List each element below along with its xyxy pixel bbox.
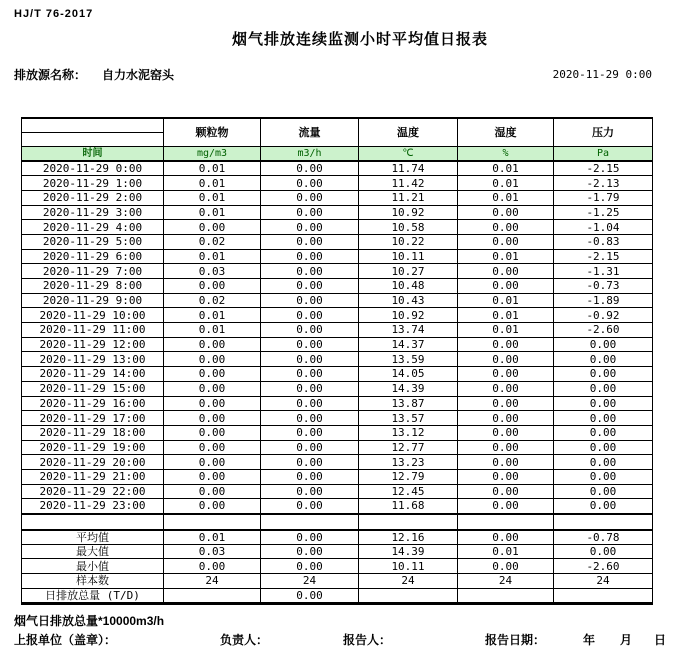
row-value: -1.25 bbox=[554, 205, 653, 220]
column-header-particulate: 颗粒物 bbox=[164, 118, 261, 146]
row-time: 2020-11-29 0:00 bbox=[22, 161, 164, 176]
unit-temperature: ℃ bbox=[359, 146, 458, 161]
manager-label: 负责人： bbox=[220, 633, 269, 647]
row-value: 0.01 bbox=[458, 323, 554, 338]
time-header: 时间 bbox=[22, 146, 164, 161]
table-row bbox=[22, 367, 653, 382]
row-value: 0.00 bbox=[458, 455, 554, 470]
summary-value: 0.00 bbox=[261, 559, 359, 574]
row-value: 0.00 bbox=[554, 352, 653, 367]
row-value: -2.60 bbox=[554, 323, 653, 338]
row-value: 0.00 bbox=[458, 425, 554, 440]
row-value: 10.27 bbox=[359, 264, 458, 279]
table-row bbox=[22, 469, 653, 484]
row-value: 0.01 bbox=[164, 190, 261, 205]
reporter-label: 报告人： bbox=[343, 633, 392, 647]
row-value: 13.23 bbox=[359, 455, 458, 470]
table-row bbox=[22, 176, 653, 191]
table-row bbox=[22, 484, 653, 499]
row-value: 0.02 bbox=[164, 293, 261, 308]
row-time: 2020-11-29 20:00 bbox=[22, 455, 164, 470]
unit-humidity: % bbox=[458, 146, 554, 161]
row-value: 0.00 bbox=[554, 337, 653, 352]
row-time: 2020-11-29 11:00 bbox=[22, 323, 164, 338]
summary-value: 0.00 bbox=[261, 530, 359, 545]
hourly-data-rows bbox=[22, 161, 653, 514]
row-value: 10.48 bbox=[359, 279, 458, 294]
row-time: 2020-11-29 22:00 bbox=[22, 484, 164, 499]
row-value: 13.57 bbox=[359, 411, 458, 426]
column-header-pressure: 压力 bbox=[554, 118, 653, 146]
report-date-label: 报告日期： bbox=[485, 633, 546, 647]
row-time: 2020-11-29 10:00 bbox=[22, 308, 164, 323]
row-time: 2020-11-29 2:00 bbox=[22, 190, 164, 205]
summary-value bbox=[458, 588, 554, 603]
row-value: 0.00 bbox=[261, 264, 359, 279]
summary-label: 最大值 bbox=[22, 544, 164, 559]
row-value: 12.77 bbox=[359, 440, 458, 455]
standard-number: HJ/T 76-2017 bbox=[14, 8, 94, 20]
row-value: 11.68 bbox=[359, 499, 458, 514]
row-value: 0.00 bbox=[261, 190, 359, 205]
row-value: 12.45 bbox=[359, 484, 458, 499]
month-label: 月 bbox=[620, 633, 633, 647]
row-value: 0.00 bbox=[164, 455, 261, 470]
row-value: 0.00 bbox=[261, 425, 359, 440]
unit-flow: m3/h bbox=[261, 146, 359, 161]
row-value: 0.01 bbox=[458, 161, 554, 176]
row-value: 0.00 bbox=[261, 234, 359, 249]
table-row bbox=[22, 161, 653, 176]
table-row bbox=[22, 440, 653, 455]
row-value: 0.03 bbox=[164, 264, 261, 279]
summary-value: 24 bbox=[359, 574, 458, 589]
row-time: 2020-11-29 1:00 bbox=[22, 176, 164, 191]
row-time: 2020-11-29 15:00 bbox=[22, 381, 164, 396]
row-value: 0.00 bbox=[261, 367, 359, 382]
emission-source-name: 自力水泥窑头 bbox=[102, 68, 175, 82]
row-value: 0.00 bbox=[164, 396, 261, 411]
empty-cell bbox=[261, 514, 359, 530]
summary-value: 24 bbox=[164, 574, 261, 589]
row-value: 0.01 bbox=[458, 308, 554, 323]
row-value: 0.01 bbox=[164, 205, 261, 220]
row-value: 0.00 bbox=[554, 425, 653, 440]
year-label: 年 bbox=[583, 633, 596, 647]
summary-label: 最小值 bbox=[22, 559, 164, 574]
table-row bbox=[22, 190, 653, 205]
row-time: 2020-11-29 4:00 bbox=[22, 220, 164, 235]
table-row bbox=[22, 205, 653, 220]
row-value: 0.00 bbox=[458, 499, 554, 514]
row-value: 0.00 bbox=[458, 484, 554, 499]
table-row bbox=[22, 249, 653, 264]
table-row bbox=[22, 323, 653, 338]
table-row bbox=[22, 381, 653, 396]
row-value: 13.87 bbox=[359, 396, 458, 411]
row-time: 2020-11-29 6:00 bbox=[22, 249, 164, 264]
row-value: 0.00 bbox=[458, 381, 554, 396]
summary-value: 24 bbox=[554, 574, 653, 589]
total-emission-note: 烟气日排放总量*10000m3/h bbox=[14, 614, 165, 628]
row-time: 2020-11-29 5:00 bbox=[22, 234, 164, 249]
row-value: 0.01 bbox=[458, 249, 554, 264]
row-value: 0.00 bbox=[261, 381, 359, 396]
row-value: 0.00 bbox=[458, 352, 554, 367]
summary-value: 0.01 bbox=[458, 544, 554, 559]
empty-cell bbox=[22, 514, 164, 530]
row-time: 2020-11-29 18:00 bbox=[22, 425, 164, 440]
row-value: 0.00 bbox=[458, 279, 554, 294]
separator-row bbox=[22, 514, 653, 530]
table-row bbox=[22, 499, 653, 514]
table-row bbox=[22, 425, 653, 440]
table-row bbox=[22, 337, 653, 352]
summary-value: 0.00 bbox=[458, 559, 554, 574]
summary-label: 平均值 bbox=[22, 530, 164, 545]
row-value: 0.00 bbox=[261, 352, 359, 367]
summary-value: 0.00 bbox=[458, 530, 554, 545]
row-value: 0.01 bbox=[164, 176, 261, 191]
row-value: 0.00 bbox=[554, 455, 653, 470]
row-value: -2.13 bbox=[554, 176, 653, 191]
row-value: 0.00 bbox=[458, 337, 554, 352]
row-value: 0.00 bbox=[261, 279, 359, 294]
row-value: 13.59 bbox=[359, 352, 458, 367]
row-value: 0.00 bbox=[261, 308, 359, 323]
row-value: -0.73 bbox=[554, 279, 653, 294]
row-value: 0.00 bbox=[261, 484, 359, 499]
row-value: 0.00 bbox=[458, 396, 554, 411]
table-row bbox=[22, 279, 653, 294]
summary-value: 0.00 bbox=[261, 544, 359, 559]
row-value: 0.00 bbox=[554, 381, 653, 396]
row-value: 0.00 bbox=[458, 234, 554, 249]
summary-value bbox=[164, 588, 261, 603]
column-header-humidity: 湿度 bbox=[458, 118, 554, 146]
row-value: 0.00 bbox=[261, 176, 359, 191]
unit-row bbox=[22, 146, 653, 161]
row-value: -2.15 bbox=[554, 161, 653, 176]
row-value: 10.58 bbox=[359, 220, 458, 235]
row-value: 0.00 bbox=[164, 484, 261, 499]
table-row bbox=[22, 308, 653, 323]
column-header-temperature: 温度 bbox=[359, 118, 458, 146]
row-value: 0.00 bbox=[554, 411, 653, 426]
row-value: 10.43 bbox=[359, 293, 458, 308]
summary-value: 24 bbox=[261, 574, 359, 589]
row-value: 0.01 bbox=[164, 249, 261, 264]
table-row bbox=[22, 234, 653, 249]
row-value: -0.83 bbox=[554, 234, 653, 249]
header-empty-cell bbox=[22, 132, 164, 146]
row-time: 2020-11-29 3:00 bbox=[22, 205, 164, 220]
row-time: 2020-11-29 12:00 bbox=[22, 337, 164, 352]
column-header-flow: 流量 bbox=[261, 118, 359, 146]
row-value: 0.00 bbox=[261, 337, 359, 352]
row-value: 0.00 bbox=[554, 440, 653, 455]
row-value: 0.00 bbox=[261, 293, 359, 308]
row-value: 0.00 bbox=[261, 249, 359, 264]
table-row bbox=[22, 264, 653, 279]
emission-source-line bbox=[14, 66, 174, 83]
summary-value: -2.60 bbox=[554, 559, 653, 574]
row-value: 0.00 bbox=[458, 220, 554, 235]
row-value: 0.00 bbox=[164, 367, 261, 382]
row-value: 0.00 bbox=[164, 469, 261, 484]
row-value: 0.00 bbox=[458, 367, 554, 382]
table-row bbox=[22, 352, 653, 367]
row-time: 2020-11-29 9:00 bbox=[22, 293, 164, 308]
summary-value: 0.03 bbox=[164, 544, 261, 559]
table-row bbox=[22, 396, 653, 411]
summary-value: 24 bbox=[458, 574, 554, 589]
summary-value: -0.78 bbox=[554, 530, 653, 545]
row-value: 0.00 bbox=[164, 425, 261, 440]
row-value: -1.31 bbox=[554, 264, 653, 279]
row-value: 0.00 bbox=[458, 469, 554, 484]
row-value: 0.00 bbox=[261, 455, 359, 470]
row-time: 2020-11-29 14:00 bbox=[22, 367, 164, 382]
table-row bbox=[22, 411, 653, 426]
row-value: 0.00 bbox=[261, 323, 359, 338]
summary-value: 10.11 bbox=[359, 559, 458, 574]
row-value: 0.00 bbox=[261, 411, 359, 426]
separator-section bbox=[22, 514, 653, 530]
row-value: -0.92 bbox=[554, 308, 653, 323]
row-value: 0.01 bbox=[164, 323, 261, 338]
empty-cell bbox=[458, 514, 554, 530]
row-value: 12.79 bbox=[359, 469, 458, 484]
row-value: -1.89 bbox=[554, 293, 653, 308]
row-value: 0.00 bbox=[458, 205, 554, 220]
row-value: -2.15 bbox=[554, 249, 653, 264]
summary-value bbox=[359, 588, 458, 603]
row-value: 0.01 bbox=[164, 308, 261, 323]
page-title: 烟气排放连续监测小时平均值日报表 bbox=[231, 31, 488, 48]
row-value: 0.00 bbox=[164, 440, 261, 455]
summary-label: 日排放总量 (T/D) bbox=[22, 588, 164, 603]
summary-row bbox=[22, 544, 653, 559]
row-value: 0.01 bbox=[458, 190, 554, 205]
row-value: 10.11 bbox=[359, 249, 458, 264]
unit-pressure: Pa bbox=[554, 146, 653, 161]
summary-value: 0.00 bbox=[261, 588, 359, 603]
report-datetime: 2020-11-29 0:00 bbox=[552, 68, 652, 81]
row-value: -1.04 bbox=[554, 220, 653, 235]
row-value: 14.37 bbox=[359, 337, 458, 352]
empty-cell bbox=[554, 514, 653, 530]
row-value: 0.00 bbox=[164, 337, 261, 352]
summary-row bbox=[22, 574, 653, 589]
table-row bbox=[22, 293, 653, 308]
row-value: 13.12 bbox=[359, 425, 458, 440]
day-label: 日 bbox=[654, 633, 667, 647]
row-value: 0.00 bbox=[261, 499, 359, 514]
report-unit-label: 上报单位（盖章）： bbox=[14, 633, 117, 647]
row-value: 10.92 bbox=[359, 205, 458, 220]
summary-value: 0.00 bbox=[554, 544, 653, 559]
monitoring-table bbox=[21, 117, 653, 605]
row-value: 0.00 bbox=[554, 499, 653, 514]
unit-particulate: mg/m3 bbox=[164, 146, 261, 161]
header-row-names bbox=[22, 118, 653, 132]
row-value: 0.01 bbox=[164, 161, 261, 176]
summary-value: 0.00 bbox=[164, 559, 261, 574]
row-value: 0.00 bbox=[458, 411, 554, 426]
summary-row bbox=[22, 588, 653, 603]
table-row bbox=[22, 455, 653, 470]
summary-value bbox=[554, 588, 653, 603]
row-value: 0.00 bbox=[164, 279, 261, 294]
header-empty-cell bbox=[22, 118, 164, 132]
row-value: 0.00 bbox=[164, 352, 261, 367]
empty-cell bbox=[164, 514, 261, 530]
table-row bbox=[22, 220, 653, 235]
row-value: 0.00 bbox=[261, 220, 359, 235]
row-time: 2020-11-29 23:00 bbox=[22, 499, 164, 514]
summary-label: 样本数 bbox=[22, 574, 164, 589]
row-time: 2020-11-29 16:00 bbox=[22, 396, 164, 411]
row-value: 0.02 bbox=[164, 234, 261, 249]
summary-row bbox=[22, 530, 653, 545]
row-value: 11.42 bbox=[359, 176, 458, 191]
row-value: 0.00 bbox=[554, 469, 653, 484]
row-value: 14.39 bbox=[359, 381, 458, 396]
row-value: 0.00 bbox=[261, 469, 359, 484]
row-value: 0.00 bbox=[261, 161, 359, 176]
row-value: 10.22 bbox=[359, 234, 458, 249]
row-time: 2020-11-29 19:00 bbox=[22, 440, 164, 455]
row-value: 0.00 bbox=[554, 396, 653, 411]
row-value: 0.01 bbox=[458, 176, 554, 191]
row-value: 14.05 bbox=[359, 367, 458, 382]
row-value: 11.21 bbox=[359, 190, 458, 205]
row-value: 0.01 bbox=[458, 293, 554, 308]
summary-rows bbox=[22, 530, 653, 604]
row-value: 0.00 bbox=[554, 367, 653, 382]
row-value: 0.00 bbox=[164, 381, 261, 396]
row-value: 11.74 bbox=[359, 161, 458, 176]
summary-value: 14.39 bbox=[359, 544, 458, 559]
row-value: 0.00 bbox=[164, 411, 261, 426]
empty-cell bbox=[359, 514, 458, 530]
row-value: 0.00 bbox=[261, 205, 359, 220]
emission-source-label: 排放源名称： bbox=[14, 68, 87, 82]
row-value: 0.00 bbox=[554, 484, 653, 499]
row-value: 0.00 bbox=[458, 264, 554, 279]
row-value: 13.74 bbox=[359, 323, 458, 338]
row-value: 10.92 bbox=[359, 308, 458, 323]
row-value: 0.00 bbox=[164, 220, 261, 235]
row-time: 2020-11-29 17:00 bbox=[22, 411, 164, 426]
row-time: 2020-11-29 7:00 bbox=[22, 264, 164, 279]
row-time: 2020-11-29 13:00 bbox=[22, 352, 164, 367]
row-value: 0.00 bbox=[261, 396, 359, 411]
summary-row bbox=[22, 559, 653, 574]
row-time: 2020-11-29 8:00 bbox=[22, 279, 164, 294]
summary-value: 0.01 bbox=[164, 530, 261, 545]
row-time: 2020-11-29 21:00 bbox=[22, 469, 164, 484]
row-value: 0.00 bbox=[458, 440, 554, 455]
row-value: 0.00 bbox=[164, 499, 261, 514]
row-value: -1.79 bbox=[554, 190, 653, 205]
row-value: 0.00 bbox=[261, 440, 359, 455]
summary-value: 12.16 bbox=[359, 530, 458, 545]
